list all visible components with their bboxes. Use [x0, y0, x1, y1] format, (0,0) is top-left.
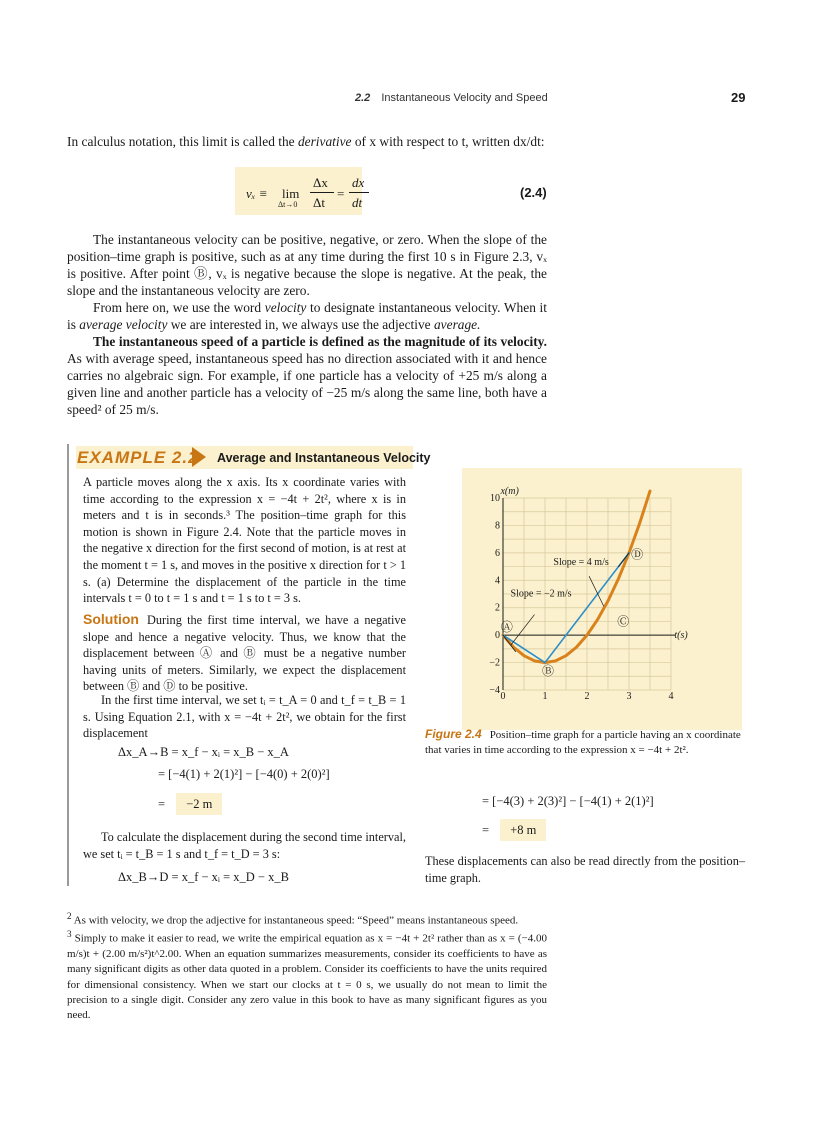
eq2-line-2: = [−4(3) + 2(3)²] − [−4(1) + 2(1)²]	[482, 794, 654, 808]
slope-label-4: Slope = 4 m/s	[553, 557, 609, 569]
x-axis-label: t(s)	[674, 629, 688, 641]
intro-term: derivative	[297, 134, 352, 149]
example-title: Average and Instantaneous Velocity	[217, 451, 431, 465]
equation-lim: lim	[282, 186, 300, 201]
intro-text-a: In calculus notation, this limit is called the	[67, 134, 298, 149]
eq1-result: −2 m	[176, 793, 222, 815]
running-header	[355, 92, 548, 104]
equation-frac2-den: dt	[352, 195, 363, 210]
equation-frac1-bar	[310, 192, 334, 193]
equation-frac2-num: dx	[352, 175, 365, 190]
eq2-result-line	[482, 823, 546, 838]
solution-text-1: During the first time interval, we have a negative slope and hence a negative velocity. Thus, we know that the displacement between Ⓐ and Ⓑ must be a negative number having units of meters. Similarly, we expect the displacement between Ⓑ and Ⓓ to be positive.	[83, 613, 406, 694]
equation-lim-sub: Δt→0	[278, 200, 298, 209]
equation-frac2-bar	[349, 192, 369, 193]
x-tick-label: 3	[626, 691, 632, 702]
equation-number: (2.4)	[520, 185, 547, 200]
p2-term-velocity: velocity	[264, 300, 307, 315]
x-tick-label: 2	[584, 691, 590, 702]
example-side-rule	[67, 444, 69, 886]
equation-lhs: vₓ ≡	[246, 186, 268, 201]
footnote-3-mark: 3	[67, 929, 72, 939]
point-d-label: Ⓓ	[631, 547, 644, 562]
figure-caption	[425, 727, 745, 758]
body-paragraph-3	[67, 333, 547, 418]
p2-text-c: we are interested in, we always use the adjective	[167, 317, 434, 332]
equation-equals: =	[337, 186, 345, 201]
x-tick-label: 0	[500, 691, 506, 702]
p3-text: As with average speed, instantaneous speed has no direction associated with it and hence carries no algebraic sign. For example, if one particle has a velocity of +25 m/s along a given line and another particle has a velocity of −25 m/s along the same line, both have a speed² of 25 m/s.	[67, 351, 547, 417]
body-paragraph-1: The instantaneous velocity can be positive, negative, or zero. When the slope of the position–time graph is positive, such as at any time during the first 10 s in Figure 2.3, vₓ is positive. After point Ⓑ, vₓ is negative because the slope is negative. At the peak, the slope and the instantaneous velocity are zero.	[67, 232, 547, 298]
section-number: 2.2	[355, 92, 371, 104]
example-label: EXAMPLE 2.2	[77, 448, 199, 467]
position-time-graph	[462, 468, 742, 730]
point-a-label: Ⓐ	[500, 620, 513, 635]
y-tick-label: 8	[495, 520, 500, 532]
p2-term-average-velocity: average velocity	[79, 317, 168, 332]
x-tick-label: 1	[542, 691, 548, 702]
y-tick-label: 6	[495, 547, 500, 559]
y-tick-label: 10	[490, 493, 500, 504]
y-tick-label: −4	[489, 685, 500, 696]
figure-label: Figure 2.4	[425, 727, 482, 741]
page-number: 29	[731, 90, 746, 105]
y-tick-label: 4	[495, 575, 500, 587]
equation-frac1-den: Δt	[313, 195, 325, 210]
footnote-3-text: Simply to make it easier to read, we write the empirical equation as x = −4t + 2t² rather than as x = (−4.00 m/s)t + (2.00 m/s²)t^2.00. When an equation summarizes measurements, consider its coefficients to have as many significant digits as other data quoted in a problem. Consider its coefficients to have the units required for dimensional consistency. When we start our clocks at t = 0 s, we usually do not mean to limit the precision to a single digit. Consider any zero value in this book to have as many significant figures as you need.	[67, 932, 548, 1022]
figure-caption-text: Position–time graph for a particle having an x coordinate that varies in time according to the expression x = −4t + 2t².	[425, 729, 741, 756]
solution-label: Solution	[83, 611, 139, 627]
eq2-result: +8 m	[500, 819, 546, 841]
eq1-line-2: = [−4(1) + 2(1)²] − [−4(0) + 2(0)²]	[158, 767, 330, 781]
section-title: Instantaneous Velocity and Speed	[381, 92, 548, 104]
slope-neg2-pointer	[511, 615, 535, 646]
speed-definition: The instantaneous speed of a particle is defined as the magnitude of its velocity.	[93, 334, 547, 349]
example-closing: These displacements can also be read directly from the position–time graph.	[425, 854, 745, 885]
p2-text-a: From here on, we use the word	[93, 300, 265, 315]
slope-label-neg2: Slope = −2 m/s	[510, 588, 572, 600]
point-c-label: Ⓒ	[617, 614, 630, 629]
solution-paragraph-3: To calculate the displacement during the second time interval, we set tᵢ = t_B = 1 s and t_f = t_D = 3 s:	[83, 830, 406, 861]
p2-text-b: to designate instantaneous velocity. When it is	[67, 300, 547, 332]
y-axis-label: x(m)	[500, 485, 519, 497]
solution-paragraph-2: In the first time interval, we set tᵢ = t_A = 0 and t_f = t_B = 1 s. Using Equation 2.1, with x = −4t + 2t², we obtain for the first displacement	[83, 693, 406, 741]
eq1-line-1: Δx_A→B = x_f − xᵢ = x_B − x_A	[118, 745, 289, 759]
solution-paragraph-1	[83, 611, 406, 695]
footnote-2-text: As with velocity, we drop the adjective for instantaneous speed: “Speed” means instantaneous speed.	[73, 914, 519, 927]
y-tick-label: 2	[495, 602, 500, 614]
eq1-result-line	[158, 797, 222, 812]
equation-frac1-num: Δx	[313, 175, 328, 190]
eq2-equals: =	[482, 823, 490, 837]
footnote-3	[67, 927, 547, 1023]
eq1-equals: =	[158, 797, 166, 811]
eq2-line-1: Δx_B→D = x_f − xᵢ = x_D − x_B	[118, 870, 289, 884]
intro-paragraph	[67, 133, 547, 150]
example-arrow-icon	[192, 447, 206, 467]
footnote-2-mark: 2	[67, 911, 72, 921]
body-paragraph-2	[67, 299, 547, 333]
example-problem: A particle moves along the x axis. Its x coordinate varies with time according to the expression x = −4t + 2t², where x is in meters and t is in seconds.³ The position–time graph for this motion is shown in Figure 2.4. Note that the particle moves in the negative x direction for the first second of motion, is at rest at the moment t = 1 s, and moves in the positive x direction for t > 1 s. (a) Determine the displacement of the particle in the time intervals t = 0 to t = 1 s and t = 1 s to t = 3 s.	[83, 475, 406, 606]
x-tick-label: 4	[668, 691, 674, 702]
p2-term-average: average.	[433, 317, 481, 332]
equation-2-4	[244, 175, 364, 215]
y-tick-label: −2	[489, 657, 500, 669]
footnote-2	[67, 909, 547, 929]
intro-text-b: of x with respect to t, written dx/dt:	[351, 134, 545, 149]
point-b-label: Ⓑ	[542, 663, 555, 678]
y-tick-label: 0	[495, 630, 500, 642]
